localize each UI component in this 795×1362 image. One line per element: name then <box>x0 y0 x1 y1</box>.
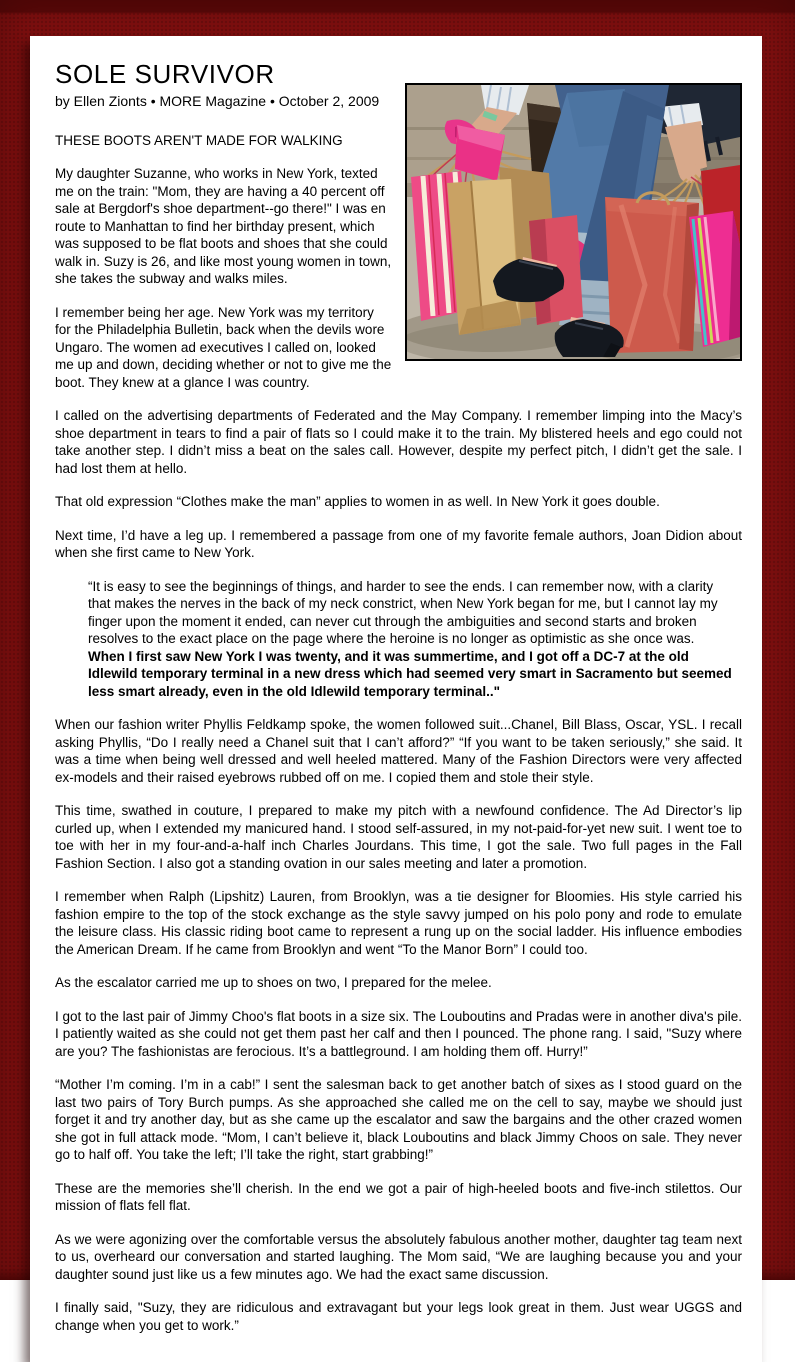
article-paragraph: I got to the last pair of Jimmy Choo's flat boots in a size six. The Louboutins and Pradas were in another diva's pile. I patiently waited as she could not get them past her calf and then I pounced. The phone rang. I said, "Suzy where are you? The fashionistas are ferocious. It’s a battleground. I am holding them off. Hurry!” <box>55 1008 742 1059</box>
article-byline: by Ellen Zionts • MORE Magazine • October 2, 2009 <box>55 93 380 109</box>
didion-quote <box>88 578 732 701</box>
article-paragraph: I remember being her age. New York was my territory for the Philadelphia Bulletin, back when the devils wore Ungaro. The women ad executives I called on, looked me up and down, deciding whether or not to give me the boot. They knew at a glance I was country. <box>55 304 392 390</box>
article-paragraph: “Mother I’m coming. I’m in a cab!” I sent the salesman back to get another batch of sixes as I stood guard on the last two pairs of Tory Burch pumps. As she approached she called me on the cell to say, maybe we should just forget it and try another day, but as she came up the escalator and saw the bargains and the other crazed women she got in full attack mode. “Mom, I can’t believe it, black Louboutins and black Jimmy Choos on sale. They never go to half off. You take the left; I’ll take the right, start grabbing!” <box>55 1077 742 1162</box>
article-paragraph: I remember when Ralph (Lipshitz) Lauren, from Brooklyn, was a tie designer for Bloomies. His style carried his fashion empire to the top of the stock exchange as the style savvy jumped on his polo pony and rode to emulate the leisure class. His classic riding boot came to represent a rung up on the social ladder. His influence embodies the American Dream. If he came from Brooklyn and went “To the Manor Born” I could too. <box>55 889 742 957</box>
article-paragraph: As the escalator carried me up to shoes on two, I prepared for the melee. <box>55 975 492 990</box>
shopping-bags-illustration <box>407 85 740 359</box>
article-title: SOLE SURVIVOR <box>55 59 275 89</box>
shopping-bags-photo <box>405 83 742 361</box>
article-paragraph: That old expression “Clothes make the man” applies to women in as well. In New York it goes double. <box>55 494 660 509</box>
article-paragraph: These are the memories she’ll cherish. In the end we got a pair of high-heeled boots and five-inch stilettos. Our mission of flats fell flat. <box>55 1180 742 1213</box>
article-subhead: THESE BOOTS AREN'T MADE FOR WALKING <box>55 133 343 148</box>
article-paragraph: I finally said, "Suzy, they are ridiculous and extravagant but your legs look great in them. Just wear UGGS and change when you get to work.” <box>55 1300 742 1333</box>
article-paragraph: Next time, I’d have a leg up. I remembered a passage from one of my favorite female authors, Joan Didion about when she first came to New York. <box>55 527 742 560</box>
article-paragraph: As we were agonizing over the comfortable versus the absolutely fabulous another mother, daughter tag team next to us, overheard our conversation and started laughing. The Mom said, “We are laughing because you and your daughter sound just like us a few minutes ago. We had the exact same discussion. <box>55 1231 742 1282</box>
article-page <box>30 36 762 1362</box>
article-paragraph: My daughter Suzanne, who works in New York, texted me on the train: "Mom, they are having a 40 percent off sale at Bergdorf's shoe department--go there!" I was en route to Manhattan to find her birthday present, which was supposed to be flat boots and shoes that she could walk in. Suzy is 26, and like most young women in town, she takes the subway and walks miles. <box>55 166 392 286</box>
quote-normal-text: “It is easy to see the beginnings of things, and harder to see the ends. I can remember now, with a clarity that makes the nerves in the back of my neck constrict, when New York began for me, but I cannot lay my finger upon the moment it ended, can never cut through the ambiguities and second starts and broken resolves to the exact place on the page where the heroine is no longer as optimistic as she once was. <box>88 578 718 646</box>
article-paragraph: This time, swathed in couture, I prepared to make my pitch with a newfound confidence. The Ad Director’s lip curled up, when I extended my manicured hand. I stood self-assured, in my not-paid-for-yet new suit. I went toe to toe with her in my four-and-a-half inch Charles Jourdans. This time, I got the sale. Two full pages in the Fall Fashion Section. I also got a standing ovation in our sales meeting and later a promotion. <box>55 803 742 871</box>
article-paragraph: I called on the advertising departments of Federated and the May Company. I remember limping into the Macy’s shoe department in tears to find a pair of flats so I could make it to the train. My blistered heels and ego could not take another step. I didn’t miss a beat on the sales call. However, despite my perfect pitch, I didn’t get the sale. I had lost them at hello. <box>55 408 742 476</box>
quote-bold-text: When I first saw New York I was twenty, and it was summertime, and I got off a DC-7 at the old Idlewild temporary terminal in a new dress which had seemed very smart in Sacramento but seemed less smart already, even in the old Idlewild temporary terminal.." <box>88 648 732 699</box>
article-paragraph: When our fashion writer Phyllis Feldkamp spoke, the women followed suit...Chanel, Bill Blass, Oscar, YSL. I recall asking Phyllis, “Do I really need a Chanel suit that I can’t afford?” “If you want to be taken seriously,” she said. It was a time when being well dressed and well heeled mattered. Many of the Fashion Directors were very affected ex-models and their raised eyebrows rubbed off on me. I copied them and stole their style. <box>55 717 742 785</box>
